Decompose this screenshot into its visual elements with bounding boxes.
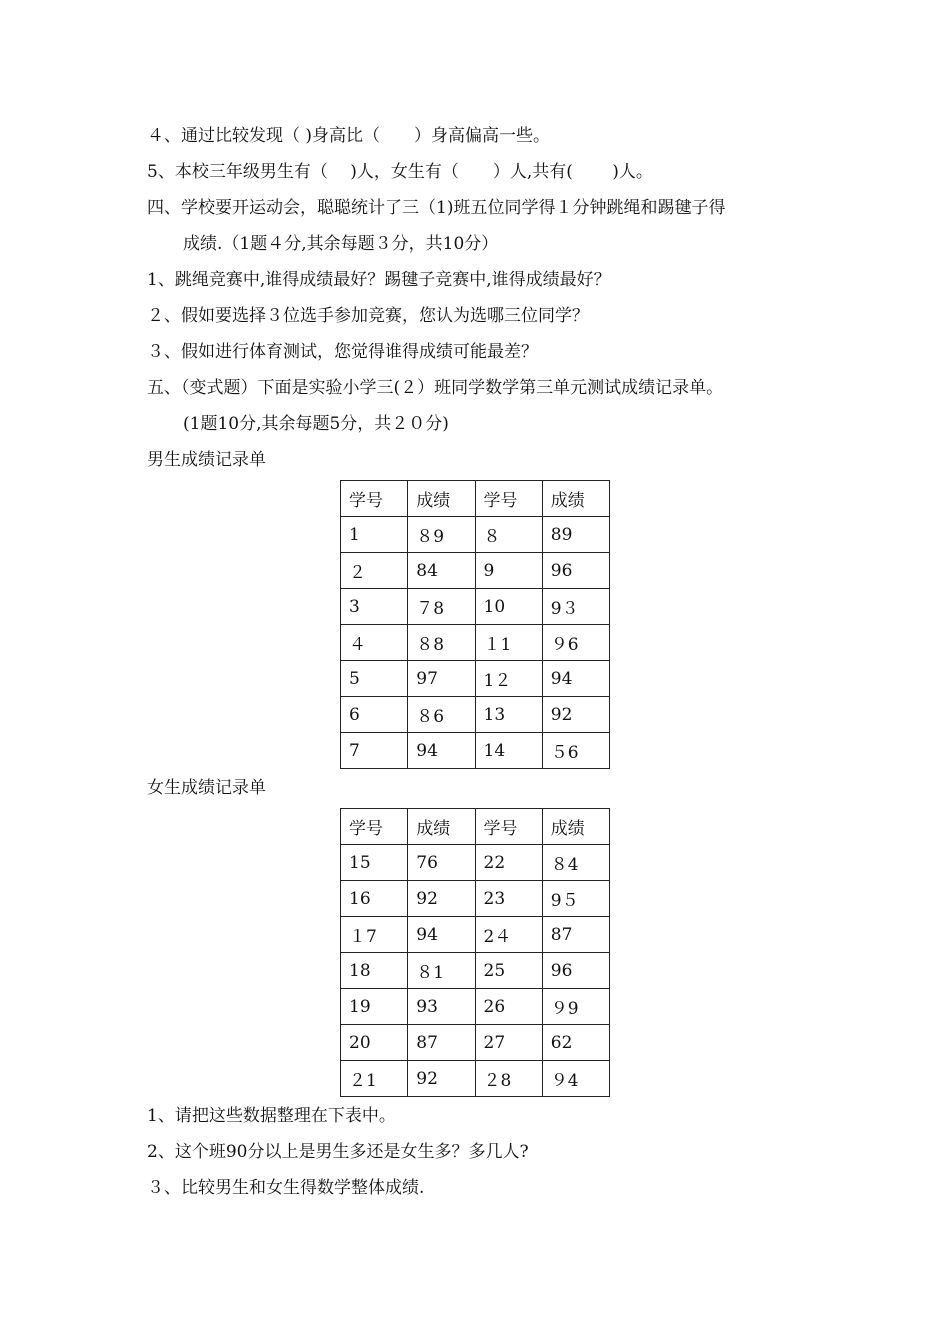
table-cell: 97 [408, 661, 475, 697]
table-cell: 92 [408, 881, 475, 917]
table-cell: 19 [341, 989, 408, 1025]
table-row [341, 733, 610, 769]
section-4-scoring: 成绩.（1题４分,其余每题３分，共10分） [183, 234, 499, 254]
table-row [341, 1025, 610, 1061]
table-cell: 20 [341, 1025, 408, 1061]
section-5-question-1: 1、请把这些数据整理在下表中。 [147, 1106, 396, 1126]
column-header: 成绩 [542, 481, 609, 517]
table-cell: 94 [408, 917, 475, 953]
section-5-heading: 五、（变式题）下面是实验小学三(２）班同学数学第三单元测试成绩记录单。 [147, 378, 724, 398]
column-header: 成绩 [408, 809, 475, 845]
section-5-question-3: ３、比较男生和女生得数学整体成绩. [147, 1178, 425, 1198]
section-4-question-3: ３、假如进行体育测试，您觉得谁得成绩可能最差？ [147, 342, 538, 362]
girls-table-title: 女生成绩记录单 [147, 778, 266, 798]
table-header-row [341, 481, 610, 517]
table-cell: 2４ [475, 917, 542, 953]
table-cell: 87 [542, 917, 609, 953]
column-header: 学号 [341, 809, 408, 845]
table-row [341, 953, 610, 989]
table-cell: ８1 [408, 953, 475, 989]
table-cell: 22 [475, 845, 542, 881]
section-4-question-2: ２、假如要选择３位选手参加竞赛，您认为选哪三位同学？ [147, 306, 589, 326]
column-header: 成绩 [542, 809, 609, 845]
table-cell: １1 [475, 625, 542, 661]
girls-score-table [340, 808, 610, 1097]
boys-score-table [340, 480, 610, 769]
table-row [341, 697, 610, 733]
table-cell: 94 [408, 733, 475, 769]
table-cell: ９4 [542, 1061, 609, 1097]
section-5-scoring: (1题10分,其余每题5分，共２０分) [183, 414, 449, 434]
table-cell: ４ [341, 625, 408, 661]
table-row [341, 625, 610, 661]
table-cell: ９6 [542, 625, 609, 661]
table-cell: 1２ [475, 661, 542, 697]
table-cell: 5 [341, 661, 408, 697]
section-5-question-2: 2、这个班90分以上是男生多还是女生多？多几人? [147, 1142, 529, 1162]
table-row [341, 661, 610, 697]
table-cell: 15 [341, 845, 408, 881]
table-cell: 1 [341, 517, 408, 553]
table-cell: ９9 [542, 989, 609, 1025]
table-cell: 9３ [542, 589, 609, 625]
table-cell: 27 [475, 1025, 542, 1061]
table-row [341, 589, 610, 625]
table-cell: ８9 [408, 517, 475, 553]
table-cell: 92 [542, 697, 609, 733]
table-cell: 9 [475, 553, 542, 589]
table-cell: 13 [475, 697, 542, 733]
table-row [341, 917, 610, 953]
table-cell: 14 [475, 733, 542, 769]
column-header: 成绩 [408, 481, 475, 517]
table-cell: 16 [341, 881, 408, 917]
table-cell: 76 [408, 845, 475, 881]
table-row [341, 989, 610, 1025]
table-row [341, 845, 610, 881]
boys-table-title: 男生成绩记录单 [147, 450, 266, 470]
table-cell: 7 [341, 733, 408, 769]
table-header-row [341, 809, 610, 845]
table-cell: ８6 [408, 697, 475, 733]
table-cell: ８ [475, 517, 542, 553]
question-4: ４、通过比较发现（ )身高比（ ）身高偏高一些。 [147, 126, 551, 146]
table-cell: ８8 [408, 625, 475, 661]
table-cell: 92 [408, 1061, 475, 1097]
table-cell: 84 [408, 553, 475, 589]
table-cell: 94 [542, 661, 609, 697]
table-cell: 6 [341, 697, 408, 733]
table-cell: 25 [475, 953, 542, 989]
table-cell: １7 [341, 917, 408, 953]
table-cell: ２ [341, 553, 408, 589]
table-cell: ５6 [542, 733, 609, 769]
table-cell: 18 [341, 953, 408, 989]
question-5: 5、本校三年级男生有（ )人，女生有（ ）人,共有( )人。 [147, 162, 653, 182]
table-cell: ２1 [341, 1061, 408, 1097]
boys-table-body [341, 481, 610, 769]
table-cell: 93 [408, 989, 475, 1025]
table-cell: ７8 [408, 589, 475, 625]
table-row [341, 517, 610, 553]
table-cell: 3 [341, 589, 408, 625]
table-cell: 26 [475, 989, 542, 1025]
table-cell: ２8 [475, 1061, 542, 1097]
column-header: 学号 [341, 481, 408, 517]
section-4-question-1: 1、跳绳竞赛中,谁得成绩最好？踢毽子竞赛中,谁得成绩最好？ [147, 270, 611, 290]
table-cell: 96 [542, 553, 609, 589]
section-4-heading: 四、学校要开运动会，聪聪统计了三（1)班五位同学得１分钟跳绳和踢毽子得 [147, 198, 726, 218]
table-row [341, 881, 610, 917]
table-cell: ８4 [542, 845, 609, 881]
column-header: 学号 [475, 809, 542, 845]
table-cell: 87 [408, 1025, 475, 1061]
table-row [341, 553, 610, 589]
table-cell: 62 [542, 1025, 609, 1061]
table-cell: 96 [542, 953, 609, 989]
table-row [341, 1061, 610, 1097]
table-cell: 9５ [542, 881, 609, 917]
girls-table-body [341, 809, 610, 1097]
column-header: 学号 [475, 481, 542, 517]
table-cell: 10 [475, 589, 542, 625]
table-cell: 23 [475, 881, 542, 917]
table-cell: 89 [542, 517, 609, 553]
